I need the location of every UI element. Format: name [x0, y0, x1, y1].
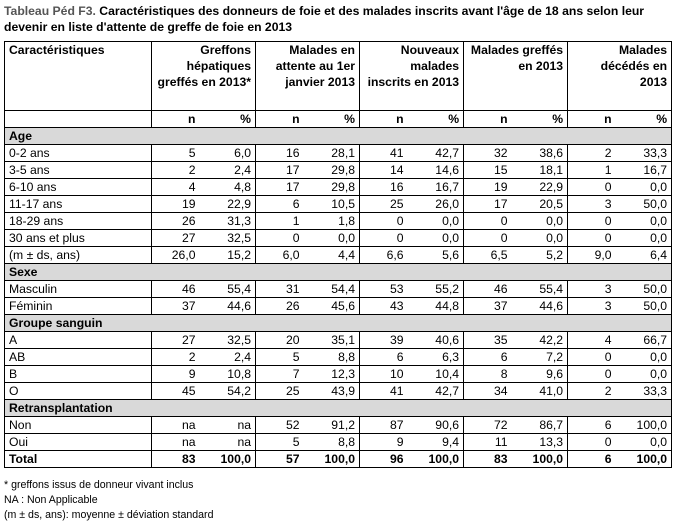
- total-pct: 100,0: [616, 451, 672, 468]
- cell-pct: 10,8: [200, 366, 256, 383]
- row-label: 3-5 ans: [5, 162, 152, 179]
- cell-pct: 50,0: [616, 298, 672, 315]
- footnotes: [4, 478, 213, 523]
- table-row: [5, 281, 672, 298]
- cell-n: 1: [256, 213, 304, 230]
- cell-pct: 12,3: [304, 366, 360, 383]
- cell-n: 14: [360, 162, 408, 179]
- footnote: NA : Non Applicable: [4, 494, 98, 506]
- table-row: [5, 179, 672, 196]
- cell-pct: 33,3: [616, 383, 672, 400]
- header-greffes: Malades greffés en 2013: [464, 42, 568, 111]
- cell-n: 0: [568, 213, 616, 230]
- subheader-pct: %: [408, 111, 464, 128]
- cell-pct: 32,5: [200, 230, 256, 247]
- cell-pct: 45,6: [304, 298, 360, 315]
- cell-n: 87: [360, 417, 408, 434]
- cell-pct: 55,4: [512, 281, 568, 298]
- subheader-pct: %: [512, 111, 568, 128]
- cell-n: 4: [152, 179, 200, 196]
- section-title: Retransplantation: [5, 400, 672, 417]
- subheader-n: n: [152, 111, 200, 128]
- table-title-prefix: Tableau Péd F3.: [4, 4, 96, 18]
- cell-pct: 50,0: [616, 281, 672, 298]
- cell-n: 9,0: [568, 247, 616, 264]
- cell-n: 27: [152, 230, 200, 247]
- cell-n: 4: [568, 332, 616, 349]
- cell-pct: 0,0: [512, 230, 568, 247]
- cell-pct: 0,0: [616, 230, 672, 247]
- cell-n: 37: [152, 298, 200, 315]
- cell-n: 9: [360, 434, 408, 451]
- cell-n: 31: [256, 281, 304, 298]
- cell-pct: 0,0: [512, 213, 568, 230]
- cell-n: 35: [464, 332, 512, 349]
- total-label: Total: [5, 451, 152, 468]
- cell-n: 53: [360, 281, 408, 298]
- cell-n: 26: [256, 298, 304, 315]
- subheader-pct: %: [616, 111, 672, 128]
- cell-pct: 5,2: [512, 247, 568, 264]
- cell-n: 3: [568, 298, 616, 315]
- cell-n: 10: [360, 366, 408, 383]
- cell-n: 19: [152, 196, 200, 213]
- section-title: Groupe sanguin: [5, 315, 672, 332]
- table-row: [5, 196, 672, 213]
- cell-n: 43: [360, 298, 408, 315]
- cell-pct: 55,4: [200, 281, 256, 298]
- cell-pct: 10,4: [408, 366, 464, 383]
- row-label: Oui: [5, 434, 152, 451]
- cell-pct: 0,0: [616, 366, 672, 383]
- cell-pct: 1,8: [304, 213, 360, 230]
- table-row: [5, 366, 672, 383]
- cell-pct: na: [200, 417, 256, 434]
- cell-pct: 15,2: [200, 247, 256, 264]
- table-row: [5, 434, 672, 451]
- cell-n: 20: [256, 332, 304, 349]
- cell-n: 17: [256, 179, 304, 196]
- cell-n: 2: [568, 145, 616, 162]
- cell-pct: 0,0: [616, 179, 672, 196]
- row-label: Masculin: [5, 281, 152, 298]
- cell-pct: 9,4: [408, 434, 464, 451]
- cell-n: 0: [568, 366, 616, 383]
- cell-pct: 22,9: [200, 196, 256, 213]
- cell-n: 3: [568, 196, 616, 213]
- cell-pct: 16,7: [408, 179, 464, 196]
- cell-pct: 38,6: [512, 145, 568, 162]
- cell-n: 52: [256, 417, 304, 434]
- cell-pct: 7,2: [512, 349, 568, 366]
- cell-pct: na: [200, 434, 256, 451]
- table-row: [5, 162, 672, 179]
- total-n: 83: [152, 451, 200, 468]
- cell-pct: 6,3: [408, 349, 464, 366]
- cell-n: 16: [360, 179, 408, 196]
- cell-n: 5: [152, 145, 200, 162]
- characteristics-table: [4, 41, 672, 468]
- subheader-pct: %: [200, 111, 256, 128]
- cell-n: 0: [568, 434, 616, 451]
- header-nouveaux: Nouveaux malades inscrits en 2013: [360, 42, 464, 111]
- cell-n: 46: [464, 281, 512, 298]
- cell-n: 7: [256, 366, 304, 383]
- cell-pct: 13,3: [512, 434, 568, 451]
- cell-pct: 42,7: [408, 383, 464, 400]
- cell-pct: 0,0: [408, 230, 464, 247]
- cell-pct: 44,6: [200, 298, 256, 315]
- cell-pct: 0,0: [616, 213, 672, 230]
- section-header-row: [5, 264, 672, 281]
- cell-pct: 35,1: [304, 332, 360, 349]
- cell-pct: 8,8: [304, 434, 360, 451]
- cell-pct: 32,5: [200, 332, 256, 349]
- cell-n: 0: [464, 213, 512, 230]
- row-label: B: [5, 366, 152, 383]
- cell-n: 34: [464, 383, 512, 400]
- cell-n: 8: [464, 366, 512, 383]
- row-label: (m ± ds, ans): [5, 247, 152, 264]
- row-label: A: [5, 332, 152, 349]
- cell-pct: 2,4: [200, 162, 256, 179]
- section-header-row: [5, 315, 672, 332]
- cell-pct: 0,0: [408, 213, 464, 230]
- cell-pct: 91,2: [304, 417, 360, 434]
- cell-pct: 22,9: [512, 179, 568, 196]
- cell-n: 39: [360, 332, 408, 349]
- cell-n: 0: [256, 230, 304, 247]
- subheader-n: n: [568, 111, 616, 128]
- cell-pct: 86,7: [512, 417, 568, 434]
- subheader-pct: %: [304, 111, 360, 128]
- footnote: (m ± ds, ans): moyenne ± déviation standard: [4, 509, 214, 521]
- cell-pct: 2,4: [200, 349, 256, 366]
- cell-pct: 20,5: [512, 196, 568, 213]
- cell-pct: 90,6: [408, 417, 464, 434]
- cell-n: 6,6: [360, 247, 408, 264]
- cell-n: 3: [568, 281, 616, 298]
- row-label: 11-17 ans: [5, 196, 152, 213]
- cell-pct: 42,7: [408, 145, 464, 162]
- cell-n: 11: [464, 434, 512, 451]
- cell-n: 6: [464, 349, 512, 366]
- total-row: [5, 451, 672, 468]
- cell-pct: 33,3: [616, 145, 672, 162]
- row-label: 6-10 ans: [5, 179, 152, 196]
- cell-pct: 44,6: [512, 298, 568, 315]
- total-n: 96: [360, 451, 408, 468]
- row-label: Non: [5, 417, 152, 434]
- cell-pct: 4,8: [200, 179, 256, 196]
- table-row: [5, 383, 672, 400]
- cell-pct: 40,6: [408, 332, 464, 349]
- cell-n: 2: [152, 162, 200, 179]
- cell-pct: 4,4: [304, 247, 360, 264]
- table-row: [5, 349, 672, 366]
- subheader-n: n: [256, 111, 304, 128]
- subheader-row: [5, 111, 672, 128]
- subheader-empty: [5, 111, 152, 128]
- cell-pct: 8,8: [304, 349, 360, 366]
- table-title-text: Caractéristiques des donneurs de foie et des malades inscrits avant l'âge de 18 ans selon leur devenir en liste d'attente de greffe de foie en 2013: [4, 4, 645, 34]
- cell-n: 0: [464, 230, 512, 247]
- header-attente: Malades en attente au 1er janvier 2013: [256, 42, 360, 111]
- cell-n: 25: [360, 196, 408, 213]
- cell-n: 16: [256, 145, 304, 162]
- cell-n: 6: [256, 196, 304, 213]
- cell-pct: 41,0: [512, 383, 568, 400]
- cell-pct: 14,6: [408, 162, 464, 179]
- header-caracteristiques: Caractéristiques: [5, 42, 152, 111]
- table-row: [5, 247, 672, 264]
- total-pct: 100,0: [408, 451, 464, 468]
- total-pct: 100,0: [512, 451, 568, 468]
- header-greffons: Greffons hépatiques greffés en 2013*: [152, 42, 256, 111]
- cell-n: 25: [256, 383, 304, 400]
- cell-n: 5: [256, 349, 304, 366]
- subheader-n: n: [360, 111, 408, 128]
- table-row: [5, 332, 672, 349]
- table-row: [5, 230, 672, 247]
- cell-n: 6,0: [256, 247, 304, 264]
- cell-pct: 66,7: [616, 332, 672, 349]
- cell-n: 0: [568, 179, 616, 196]
- cell-n: 72: [464, 417, 512, 434]
- cell-pct: 29,8: [304, 179, 360, 196]
- cell-pct: 42,2: [512, 332, 568, 349]
- row-label: Féminin: [5, 298, 152, 315]
- row-label: 18-29 ans: [5, 213, 152, 230]
- cell-pct: 100,0: [616, 417, 672, 434]
- cell-pct: 18,1: [512, 162, 568, 179]
- cell-n: 6: [360, 349, 408, 366]
- total-n: 57: [256, 451, 304, 468]
- row-label: O: [5, 383, 152, 400]
- header-decedes: Malades décédés en 2013: [568, 42, 672, 111]
- total-n: 6: [568, 451, 616, 468]
- cell-n: 0: [568, 230, 616, 247]
- cell-pct: 5,6: [408, 247, 464, 264]
- cell-pct: 29,8: [304, 162, 360, 179]
- cell-n: 26: [152, 213, 200, 230]
- cell-n: 6,5: [464, 247, 512, 264]
- cell-pct: 55,2: [408, 281, 464, 298]
- cell-n: 9: [152, 366, 200, 383]
- section-title: Age: [5, 128, 672, 145]
- row-label: 0-2 ans: [5, 145, 152, 162]
- cell-n: na: [152, 417, 200, 434]
- table-row: [5, 298, 672, 315]
- cell-pct: 6,4: [616, 247, 672, 264]
- cell-n: 45: [152, 383, 200, 400]
- table-row: [5, 417, 672, 434]
- cell-pct: 50,0: [616, 196, 672, 213]
- cell-n: 1: [568, 162, 616, 179]
- cell-pct: 16,7: [616, 162, 672, 179]
- total-pct: 100,0: [200, 451, 256, 468]
- cell-n: 32: [464, 145, 512, 162]
- cell-pct: 6,0: [200, 145, 256, 162]
- cell-pct: 31,3: [200, 213, 256, 230]
- section-title: Sexe: [5, 264, 672, 281]
- table-title: [4, 3, 673, 35]
- cell-pct: 0,0: [616, 434, 672, 451]
- cell-pct: 9,6: [512, 366, 568, 383]
- cell-n: 37: [464, 298, 512, 315]
- cell-n: 6: [568, 417, 616, 434]
- cell-n: 0: [568, 349, 616, 366]
- section-header-row: [5, 400, 672, 417]
- cell-n: 27: [152, 332, 200, 349]
- section-header-row: [5, 128, 672, 145]
- cell-n: 0: [360, 213, 408, 230]
- header-row: [5, 42, 672, 111]
- cell-pct: 44,8: [408, 298, 464, 315]
- cell-pct: 10,5: [304, 196, 360, 213]
- subheader-n: n: [464, 111, 512, 128]
- cell-n: 46: [152, 281, 200, 298]
- cell-pct: 0,0: [304, 230, 360, 247]
- table-row: [5, 145, 672, 162]
- table-row: [5, 213, 672, 230]
- cell-n: 19: [464, 179, 512, 196]
- row-label: 30 ans et plus: [5, 230, 152, 247]
- cell-n: 26,0: [152, 247, 200, 264]
- cell-n: 41: [360, 145, 408, 162]
- footnote: * greffons issus de donneur vivant inclus: [4, 479, 194, 491]
- cell-pct: 43,9: [304, 383, 360, 400]
- cell-n: 0: [360, 230, 408, 247]
- total-n: 83: [464, 451, 512, 468]
- cell-n: 41: [360, 383, 408, 400]
- cell-n: 15: [464, 162, 512, 179]
- cell-n: 17: [464, 196, 512, 213]
- cell-n: 5: [256, 434, 304, 451]
- cell-pct: 0,0: [616, 349, 672, 366]
- cell-n: 17: [256, 162, 304, 179]
- cell-n: na: [152, 434, 200, 451]
- row-label: AB: [5, 349, 152, 366]
- cell-pct: 26,0: [408, 196, 464, 213]
- cell-n: 2: [568, 383, 616, 400]
- cell-n: 2: [152, 349, 200, 366]
- cell-pct: 54,4: [304, 281, 360, 298]
- total-pct: 100,0: [304, 451, 360, 468]
- cell-pct: 54,2: [200, 383, 256, 400]
- cell-pct: 28,1: [304, 145, 360, 162]
